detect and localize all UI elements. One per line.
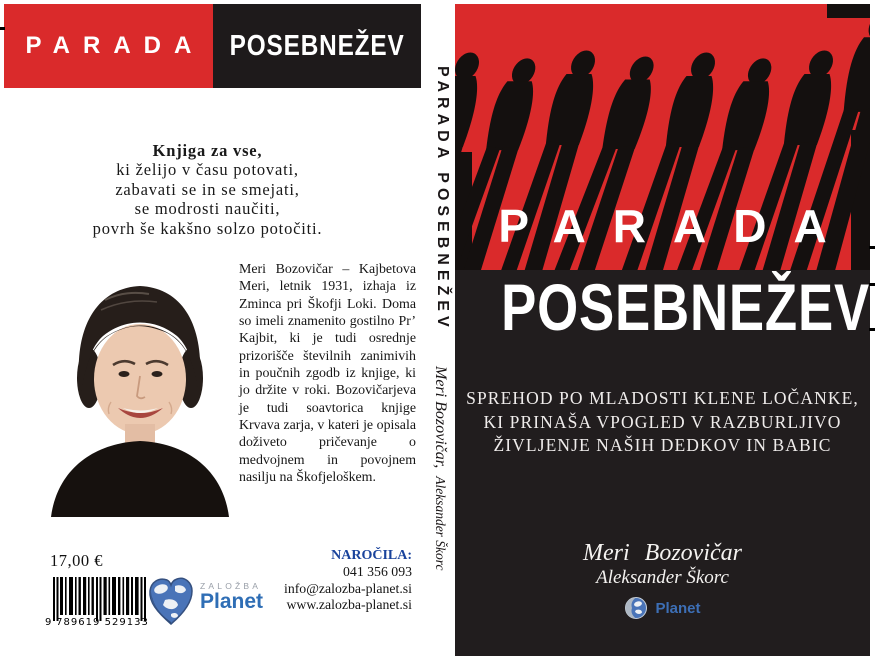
orders-phone: 041 356 093: [343, 564, 412, 580]
orders-block: [248, 548, 412, 613]
banner-red-block: [4, 4, 213, 88]
spine-author-1: Meri Bozovičar,: [432, 366, 449, 469]
banner-title-right: POSEBNEŽEV: [229, 29, 405, 62]
price: 17,00 €: [50, 551, 103, 570]
banner-black-block: [213, 4, 421, 88]
front-title-line2-band: [455, 270, 870, 342]
back-cover-intro: [15, 141, 400, 238]
globe-icon: [624, 596, 648, 620]
intro-line: povrh še kakšno solzo potočiti.: [92, 218, 323, 238]
orders-web: www.zalozba-planet.si: [286, 596, 412, 612]
subtitle-line: ŽIVLJENJE NAŠIH DEDKOV IN BABIC: [493, 435, 832, 456]
publisher-logo: [147, 574, 264, 634]
author-photo: [45, 266, 234, 517]
front-authors: [455, 540, 870, 589]
spine-title-right: POSEBNEŽEV: [434, 172, 451, 332]
author-bio: Meri Bozovičar – Kajbetova Meri, letnik 1931, izhaja iz Zminca pri Škofji Loki. Doma so imeli znamenito gostilno Pr’ Kajbit, ki je tudi osrednje prizorišče številnih zanimivih in poučnih zgodb iz knjige, ki jo držite v roki. Bozovičarjeva je tudi soavtorica knjige Krvava zarja, v kateri je opisala doživeto pričevanje o medvojnem in povojnem nasilju na Škofjeloškem.: [239, 262, 416, 486]
spine-title: [433, 66, 451, 332]
orders-label: NAROČILA:: [331, 548, 412, 563]
intro-heading: Knjiga za vse,: [152, 141, 263, 160]
publisher-name-bottom: Planet: [200, 590, 264, 613]
front-cover: [455, 4, 870, 656]
front-author-1: Meri Bozovičar: [583, 540, 742, 566]
intro-line: se modrosti naučiti,: [134, 199, 281, 219]
barcode-digit-group: 789619: [56, 617, 101, 628]
back-cover-banner: [4, 4, 421, 88]
banner-title-left: PARADA: [25, 32, 205, 59]
intro-line: zabavati se in se smejati,: [115, 179, 300, 199]
front-title-line1: PARADA: [498, 200, 854, 252]
subtitle-line: SPREHOD PO MLADOSTI KLENE LOČANKE,: [466, 388, 859, 408]
front-publisher-name: Planet: [655, 599, 701, 617]
intro-line: ki želijo v času potovati,: [116, 160, 299, 180]
spine-authors: [431, 366, 449, 571]
print-mark: [0, 27, 5, 30]
barcode-digit-group: 9: [45, 617, 52, 628]
front-subtitle: [455, 387, 870, 458]
barcode-number: [45, 617, 151, 628]
heart-globe-icon: [147, 574, 195, 628]
barcode: [45, 577, 151, 629]
spine-author-2: Aleksander Škorc: [433, 476, 448, 571]
subtitle-line: KI PRINAŠA VPOGLED V RAZBURLJIVO: [483, 411, 842, 432]
publisher-name-top: ZALOŽBA: [200, 581, 262, 591]
front-author-2: Aleksander Škorc: [596, 567, 729, 588]
barcode-digit-group: 529133: [104, 617, 149, 628]
front-title-line2: POSEBNEŽEV: [501, 270, 870, 344]
orders-email: info@zalozba-planet.si: [283, 580, 412, 596]
spine-title-left: PARADA: [434, 66, 451, 164]
front-publisher-logo: [455, 596, 870, 620]
